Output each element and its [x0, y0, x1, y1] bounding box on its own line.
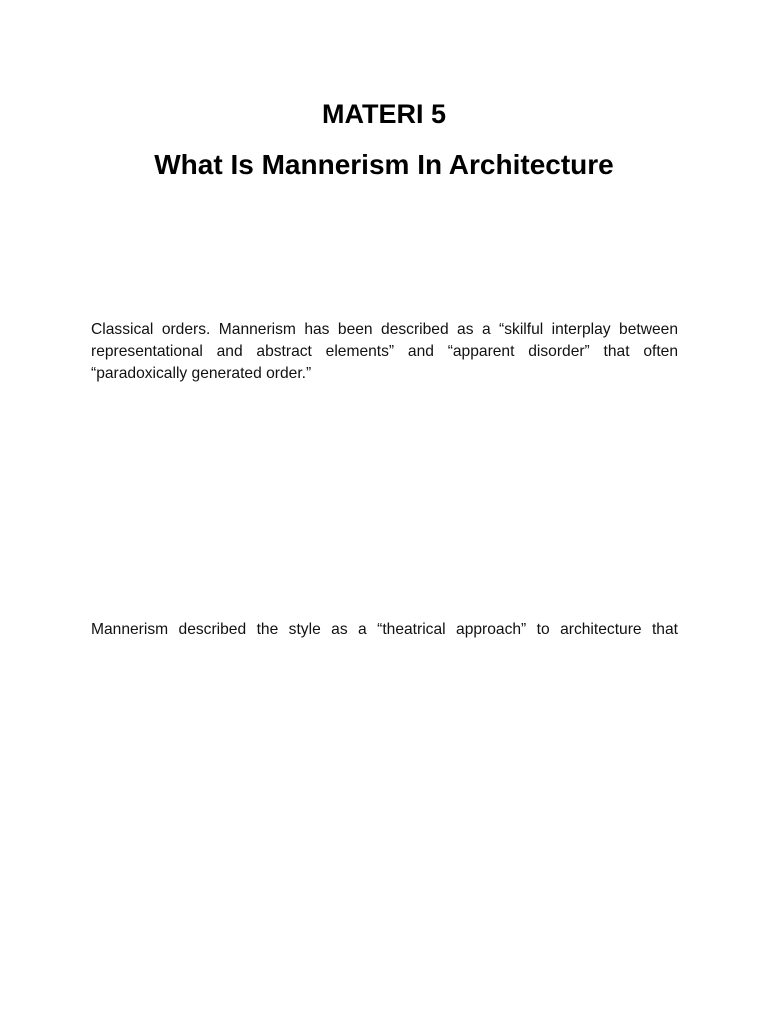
paragraph-1: Classical orders. Mannerism has been described as a “skilful interplay between representational and abstract elements” and “apparent disorder” that often “paradoxically generated order.”	[91, 321, 678, 382]
page-subheading: What Is Mannerism In Architecture	[154, 149, 614, 180]
page-heading: MATERI 5	[321, 99, 446, 129]
paragraph-2: Mannerism described the style as a “theatrical approach” to architecture that	[91, 621, 678, 638]
